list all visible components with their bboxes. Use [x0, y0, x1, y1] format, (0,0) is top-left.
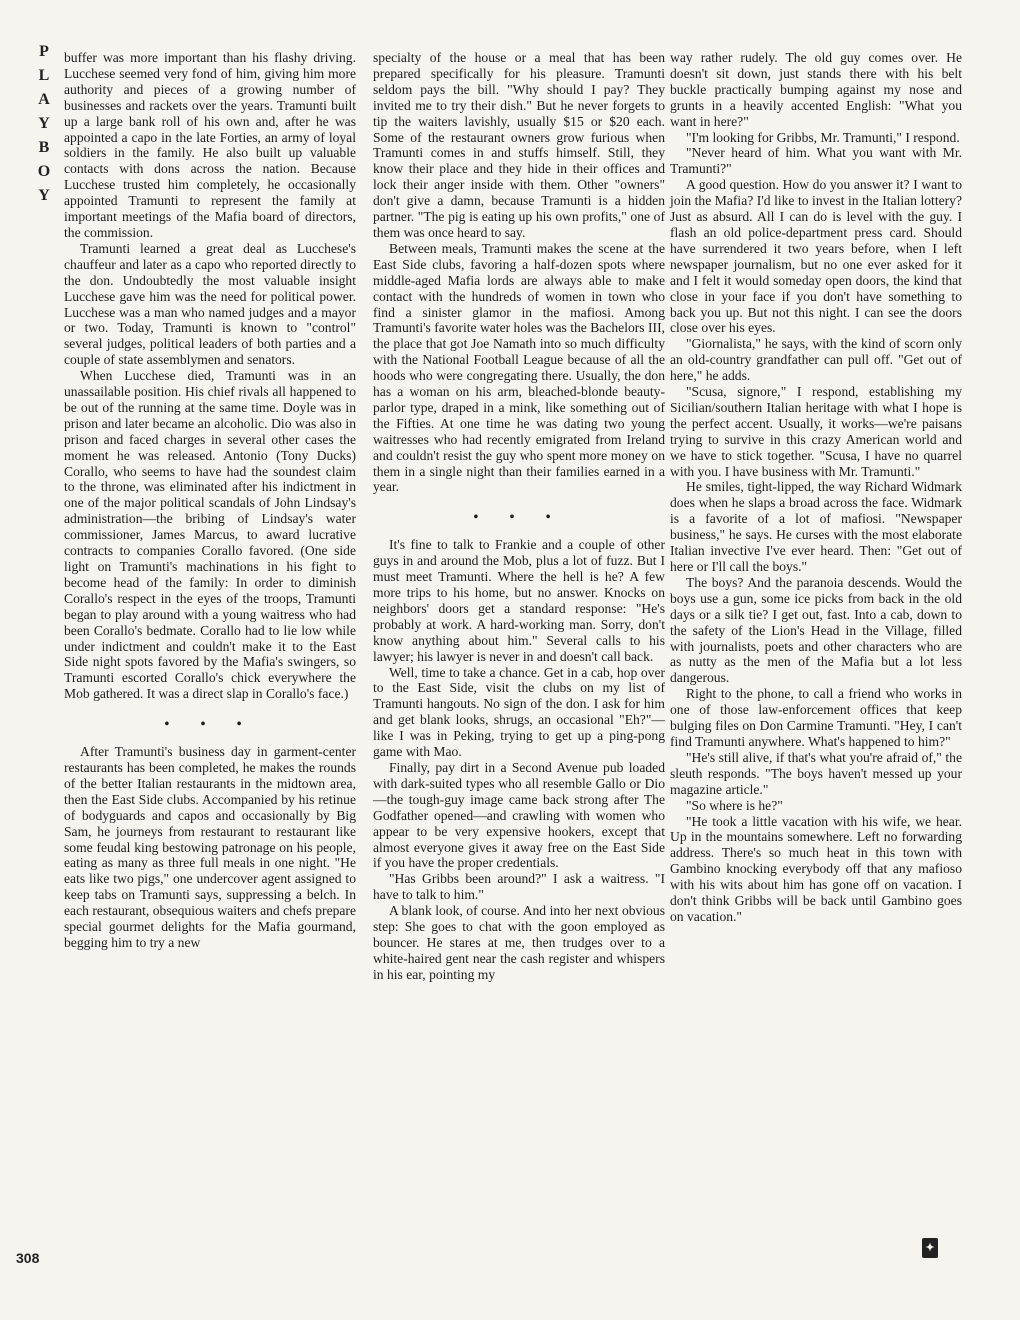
page-number: 308	[16, 1250, 40, 1266]
text-column-2	[373, 50, 665, 983]
paragraph: Finally, pay dirt in a Second Avenue pub loaded with dark-suited types who all resemble Gallo or Dio—the tough-guy image came back strong after The Godfather opened—and crawling with women who appear to be very expensive hookers, except that almost everyone gives it away free on the East Side if you have the proper credentials.	[373, 759, 665, 871]
paragraph: "So where is he?"	[686, 797, 783, 813]
bunny-end-mark-icon: ✦	[922, 1238, 938, 1258]
paragraph: When Lucchese died, Tramunti was in an unassailable position. His chief rivals all happened to be out of the running at the same time. Doyle was in prison and later became an alcoholic. Dio was also in prison and faced charges in several other cases the moment he was released. Antonio (Tony Ducks) Corallo, who seems to have had the soundest claim to the throne, was eliminated after his indictment in one of the major political scandals of John Lindsay's administration—the bribing of Lindsay's water commissioner, James Marcus, to award lucrative contracts to companies Corallo favored. (One side light on Tramunti's machinations in his fight to become head of the family: In order to diminish Corallo's respect in the eyes of the troops, Tramunti began to play around with a young waitress who had been Corallo's bedmate. Corallo had to lie low while under indictment and couldn't make it to the East Side night spots favored by the Mafia's swingers, so Tramunti escorted Corallo's chick everywhere the Mob gathered. It was a direct slap in Corallo's face.)	[64, 368, 356, 702]
magazine-masthead	[30, 40, 58, 208]
paragraph: After Tramunti's business day in garment-center restaurants has been completed, he makes the rounds of the better Italian restaurants in the midtown area, then the East Side clubs. Accompanied by his retinue of bodyguards and capos and occasionally by Big Sam, he journeys from restaurant to restaurant like some feudal king bestowing patronage on his people, eating as many as three full meals in one night. "He eats like two pigs," one undercover agent assigned to keep tabs on Tramunti says, suppressing a belch. In each restaurant, obsequious waiters and chefs prepare special gourmet delights for the Mafia gourmand, begging him to try a new	[64, 744, 356, 950]
paragraph: "Scusa, signore," I respond, establishing my Sicilian/southern Italian heritage with what I hope is the perfect accent. Usually, it works—we're paisans trying to survive in this crazy American world and we have to stick together. "Scusa, I have no quarrel with you. I have business with Mr. Tramunti."	[670, 384, 962, 479]
text-column-3	[670, 50, 962, 925]
paragraph: Between meals, Tramunti makes the scene at the East Side clubs, favoring a half-dozen spots where middle-aged Mafia lords are always able to make contact with the hundreds of women in town who find a sinister glamor in the mafiosi. Among Tramunti's favorite water holes was the Bachelors III, the place that got Joe Namath into so much difficulty with the National Football League because of all the hoods who were congregating there. Usually, the don has a woman on his arm, bleached-blonde beauty-parlor type, draped in a mink, like something out of the Fifties. At one time he was dating two young waitresses who had recently emigrated from Ireland and couldn't resist the guy who spent more money on them in a single night than their families earned in a year.	[373, 240, 665, 495]
paragraph: "He took a little vacation with his wife, we hear. Up in the mountains somewhere. Left no forwarding address. There's so much heat in this town with Gambino knocking everybody off that any mafioso with his wits about him has gone off on vacation. I don't think Gribbs will be back until Gambino goes on vacation."	[670, 813, 962, 924]
paragraph: Well, time to take a chance. Get in a cab, hop over to the East Side, visit the clubs on my list of Tramunti hangouts. No sign of the don. I ask for him and get blank looks, shrugs, an occasional "Eh?"—like I was in Peking, trying to get up a ping-pong game with Mao.	[373, 664, 665, 760]
section-break: • • •	[164, 716, 256, 732]
paragraph: "He's still alive, if that's what you're afraid of," the sleuth responds. "The boys haven't messed up your magazine article."	[670, 749, 962, 797]
paragraph: He smiles, tight-lipped, the way Richard Widmark does when he slaps a broad across the face. Widmark is a favorite of a lot of mafiosi. "Newspaper business," he says. He curses with the most elaborate Italian invective I've ever heard. Then: "Get out of here or I'll call the boys."	[670, 479, 962, 574]
paragraph: A blank look, of course. And into her next obvious step: She goes to chat with the goon employed as bouncer. He stares at me, then trudges over to a white-haired gent near the cash register and whispers in his ear, pointing my	[373, 903, 665, 982]
masthead-letter: L	[38, 67, 50, 84]
paragraph: buffer was more important than his flashy driving. Lucchese seemed very fond of him, giving him more authority and pieces of a growing number of businesses and rackets over the years. Tramunti built up a large bank roll of his own and, after he was appointed a capo in the late Forties, an army of loyal soldiers in the family. He also built up valuable contacts with dons across the nation. Because Lucchese trusted him completely, he occasionally appointed Tramunti to represent the family at important meetings of the Mafia board of directors, the commission.	[64, 50, 356, 240]
masthead-letter: P	[39, 43, 49, 60]
masthead-letter: A	[38, 91, 50, 108]
paragraph: The boys? And the paranoia descends. Would the boys use a gun, some ice picks from back in the old days or a silk tie? I get out, fast. Into a cab, down to the safety of the Lion's Head in the Village, filled with journalists, poets and other characters who are as nutty as the men of the Mafia but a lot less dangerous.	[670, 574, 962, 686]
paragraph: Right to the phone, to call a friend who works in one of those law-enforcement offices that keep bulging files on Don Carmine Tramunti. "Hey, I can't find Tramunti anywhere. What's happened to him?"	[670, 686, 962, 749]
paragraph: "I'm looking for Gribbs, Mr. Tramunti," I respond.	[686, 129, 960, 145]
paragraph: way rather rudely. The old guy comes over. He doesn't sit down, just stands there with his belt buckle practically bumping against my nose and grunts in a heavily accented English: "What you want in here?"	[670, 50, 962, 129]
masthead-letter: B	[38, 139, 50, 156]
paragraph: "Never heard of him. What you want with Mr. Tramunti?"	[670, 145, 962, 177]
masthead-letter: Y	[38, 187, 50, 204]
masthead-letter: O	[37, 163, 51, 180]
paragraph: A good question. How do you answer it? I want to join the Mafia? I'd like to invest in the Italian lottery? Just as absurd. All I can do is level with the guy. I flash an old police-department press card. Should have surrendered it two years before, when I left newspaper journalism, but no one ever asked for it and I felt it would someday open doors, the kind that close in your face if you don't have something to back you up. But not this night. I can see the doors close over his eyes.	[670, 177, 962, 336]
masthead-letter: Y	[38, 115, 50, 132]
paragraph: "Has Gribbs been around?" I ask a waitress. "I have to talk to him."	[373, 871, 665, 903]
paragraph: "Giornalista," he says, with the kind of scorn only an old-country grandfather can pull off. "Get out of here," he adds.	[670, 336, 962, 384]
text-column-1	[64, 50, 356, 951]
paragraph: specialty of the house or a meal that has been prepared specifically for his pleasure. Tramunti seldom pays the bill. "Why should I pay? They invited me to try their dish." But he never forgets to tip the waiters lavishly, usually $15 or $20 each. Some of the restaurant owners grow furious when Tramunti comes in and stuffs himself. Still, they know their place and they hide in their offices and lock their anger inside with them. Other "owners" don't give a damn, because Tramunti is a hidden partner. "The pig is eating up his own profits," one of them was once heard to say.	[373, 50, 665, 240]
section-break: • • •	[473, 509, 565, 525]
paragraph: Tramunti learned a great deal as Lucchese's chauffeur and later as a capo who reported directly to the don. Undoubtedly the most valuable insight Lucchese gave him was the need for political power. Lucchese was a man who named judges and a mayor or two. Today, Tramunti is known to "control" several judges, political leaders of both parties and a couple of state assemblymen and senators.	[64, 240, 356, 368]
paragraph: It's fine to talk to Frankie and a couple of other guys in and around the Mob, plus a lot of fuzz. But I must meet Tramunti. Where the hell is he? A few more trips to his home, but no answer. Knocks on neighbors' doors get a standard response: "He's probably at work. A hard-working man. Sorry, don't know anything about him." Several calls to his lawyer; his lawyer is never in and doesn't call back.	[373, 537, 665, 664]
